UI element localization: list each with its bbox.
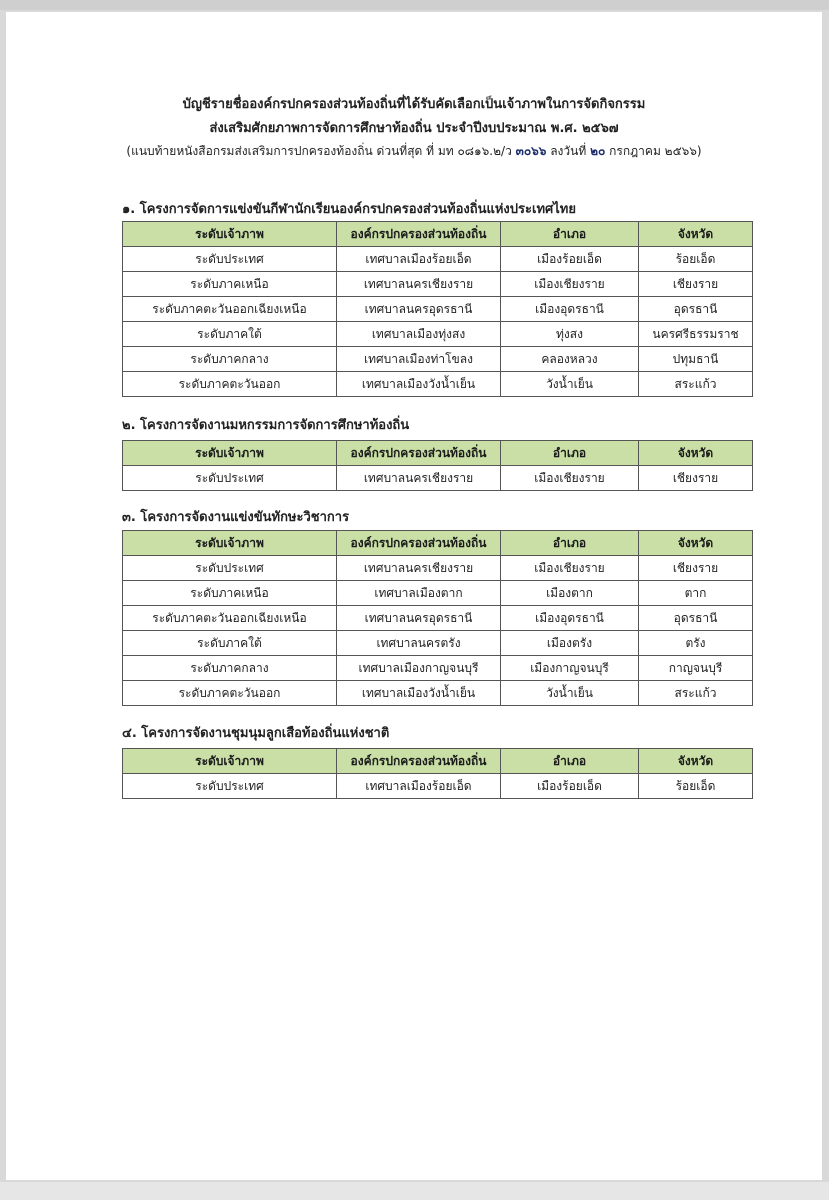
top-edge bbox=[0, 0, 829, 10]
cell-district: เมืองตรัง bbox=[501, 631, 639, 656]
section-4-table bbox=[122, 748, 753, 799]
table-header-row bbox=[123, 749, 753, 774]
cell-local-org: เทศบาลเมืองวังน้ำเย็น bbox=[337, 681, 501, 706]
reference-number: ๓๐๖๖ bbox=[515, 144, 547, 158]
header-district: อำเภอ bbox=[501, 222, 639, 247]
cell-district: เมืองตาก bbox=[501, 581, 639, 606]
cell-host-level: ระดับภาคกลาง bbox=[123, 656, 337, 681]
table-row bbox=[123, 681, 753, 706]
table-row bbox=[123, 372, 753, 397]
header-province: จังหวัด bbox=[639, 749, 753, 774]
cell-local-org: เทศบาลเมืองวังน้ำเย็น bbox=[337, 372, 501, 397]
cell-host-level: ระดับประเทศ bbox=[123, 247, 337, 272]
cell-local-org: เทศบาลนครเชียงราย bbox=[337, 556, 501, 581]
cell-district: เมืองเชียงราย bbox=[501, 466, 639, 491]
header-host-level: ระดับเจ้าภาพ bbox=[123, 222, 337, 247]
table-row bbox=[123, 656, 753, 681]
cell-district: วังน้ำเย็น bbox=[501, 372, 639, 397]
title-line-1: บัญชีรายชื่อองค์กรปกครองส่วนท้องถิ่นที่ได้รับคัดเลือกเป็นเจ้าภาพในการจัดกิจกรรม bbox=[182, 97, 646, 112]
bottom-edge bbox=[0, 1182, 829, 1200]
cell-province: ตาก bbox=[639, 581, 753, 606]
cell-province: อุดรธานี bbox=[639, 606, 753, 631]
cell-province: ตรัง bbox=[639, 631, 753, 656]
cell-district: เมืองเชียงราย bbox=[501, 272, 639, 297]
cell-district: เมืองเชียงราย bbox=[501, 556, 639, 581]
table-row bbox=[123, 347, 753, 372]
header-local-org: องค์กรปกครองส่วนท้องถิ่น bbox=[337, 441, 501, 466]
cell-province: สระแก้ว bbox=[639, 681, 753, 706]
cell-local-org: เทศบาลนครเชียงราย bbox=[337, 466, 501, 491]
reference-text-b: ลงวันที่ bbox=[546, 144, 591, 158]
table-row bbox=[123, 322, 753, 347]
table-row bbox=[123, 466, 753, 491]
cell-province: นครศรีธรรมราช bbox=[639, 322, 753, 347]
cell-host-level: ระดับภาคตะวันออกเฉียงเหนือ bbox=[123, 297, 337, 322]
cell-local-org: เทศบาลนครตรัง bbox=[337, 631, 501, 656]
table-row bbox=[123, 297, 753, 322]
cell-local-org: เทศบาลนครเชียงราย bbox=[337, 272, 501, 297]
cell-province: เชียงราย bbox=[639, 466, 753, 491]
header-host-level: ระดับเจ้าภาพ bbox=[123, 749, 337, 774]
header-district: อำเภอ bbox=[501, 749, 639, 774]
cell-district: เมืองกาญจนบุรี bbox=[501, 656, 639, 681]
header-province: จังหวัด bbox=[639, 441, 753, 466]
reference-text-a: (แนบท้ายหนังสือกรมส่งเสริมการปกครองท้องถิ่น ด่วนที่สุด ที่ มท ๐๘๑๖.๒/ว bbox=[126, 144, 516, 158]
table-row bbox=[123, 581, 753, 606]
cell-province: อุดรธานี bbox=[639, 297, 753, 322]
cell-host-level: ระดับประเทศ bbox=[123, 466, 337, 491]
cell-district: คลองหลวง bbox=[501, 347, 639, 372]
header-host-level: ระดับเจ้าภาพ bbox=[123, 531, 337, 556]
cell-province: ร้อยเอ็ด bbox=[639, 247, 753, 272]
document-title-block bbox=[6, 92, 822, 162]
header-province: จังหวัด bbox=[639, 531, 753, 556]
cell-province: กาญจนบุรี bbox=[639, 656, 753, 681]
header-local-org: องค์กรปกครองส่วนท้องถิ่น bbox=[337, 531, 501, 556]
cell-host-level: ระดับภาคตะวันออก bbox=[123, 681, 337, 706]
section-1-table bbox=[122, 221, 753, 397]
table-row bbox=[123, 556, 753, 581]
section-2-table bbox=[122, 440, 753, 491]
cell-local-org: เทศบาลเมืองร้อยเอ็ด bbox=[337, 774, 501, 799]
header-host-level: ระดับเจ้าภาพ bbox=[123, 441, 337, 466]
section-4-heading: ๔. โครงการจัดงานชุมนุมลูกเสือท้องถิ่นแห่งชาติ bbox=[122, 726, 390, 741]
header-district: อำเภอ bbox=[501, 441, 639, 466]
header-district: อำเภอ bbox=[501, 531, 639, 556]
cell-host-level: ระดับภาคกลาง bbox=[123, 347, 337, 372]
cell-district: เมืองร้อยเอ็ด bbox=[501, 247, 639, 272]
cell-local-org: เทศบาลเมืองทุ่งสง bbox=[337, 322, 501, 347]
table-row bbox=[123, 247, 753, 272]
header-province: จังหวัด bbox=[639, 222, 753, 247]
cell-local-org: เทศบาลเมืองตาก bbox=[337, 581, 501, 606]
table-row bbox=[123, 606, 753, 631]
cell-local-org: เทศบาลนครอุดรธานี bbox=[337, 606, 501, 631]
cell-host-level: ระดับประเทศ bbox=[123, 556, 337, 581]
header-local-org: องค์กรปกครองส่วนท้องถิ่น bbox=[337, 222, 501, 247]
section-3-table bbox=[122, 530, 753, 706]
table-row bbox=[123, 774, 753, 799]
header-local-org: องค์กรปกครองส่วนท้องถิ่น bbox=[337, 749, 501, 774]
cell-province: เชียงราย bbox=[639, 272, 753, 297]
reference-text-c: กรกฎาคม ๒๕๖๖) bbox=[605, 144, 702, 158]
document-page bbox=[6, 12, 822, 1180]
cell-host-level: ระดับภาคตะวันออกเฉียงเหนือ bbox=[123, 606, 337, 631]
cell-province: ร้อยเอ็ด bbox=[639, 774, 753, 799]
cell-district: เมืองอุดรธานี bbox=[501, 297, 639, 322]
section-3-heading: ๓. โครงการจัดงานแข่งขันทักษะวิชาการ bbox=[122, 510, 350, 525]
cell-host-level: ระดับภาคเหนือ bbox=[123, 581, 337, 606]
cell-province: เชียงราย bbox=[639, 556, 753, 581]
table-header-row bbox=[123, 222, 753, 247]
cell-local-org: เทศบาลเมืองกาญจนบุรี bbox=[337, 656, 501, 681]
title-line-2: ส่งเสริมศักยภาพการจัดการศึกษาท้องถิ่น ประจำปีงบประมาณ พ.ศ. ๒๕๖๗ bbox=[209, 121, 619, 136]
cell-host-level: ระดับภาคเหนือ bbox=[123, 272, 337, 297]
cell-host-level: ระดับภาคใต้ bbox=[123, 631, 337, 656]
cell-district: วังน้ำเย็น bbox=[501, 681, 639, 706]
cell-local-org: เทศบาลเมืองท่าโขลง bbox=[337, 347, 501, 372]
cell-province: สระแก้ว bbox=[639, 372, 753, 397]
cell-host-level: ระดับประเทศ bbox=[123, 774, 337, 799]
section-1-heading: ๑. โครงการจัดการแข่งขันกีฬานักเรียนองค์กรปกครองส่วนท้องถิ่นแห่งประเทศไทย bbox=[122, 202, 576, 217]
attachment-reference bbox=[6, 140, 822, 162]
section-2-heading: ๒. โครงการจัดงานมหกรรมการจัดการศึกษาท้องถิ่น bbox=[122, 418, 410, 433]
cell-host-level: ระดับภาคใต้ bbox=[123, 322, 337, 347]
cell-local-org: เทศบาลเมืองร้อยเอ็ด bbox=[337, 247, 501, 272]
cell-province: ปทุมธานี bbox=[639, 347, 753, 372]
cell-district: เมืองอุดรธานี bbox=[501, 606, 639, 631]
table-header-row bbox=[123, 441, 753, 466]
table-row bbox=[123, 272, 753, 297]
reference-day: ๒๐ bbox=[590, 144, 606, 158]
cell-local-org: เทศบาลนครอุดรธานี bbox=[337, 297, 501, 322]
cell-district: เมืองร้อยเอ็ด bbox=[501, 774, 639, 799]
cell-district: ทุ่งสง bbox=[501, 322, 639, 347]
table-header-row bbox=[123, 531, 753, 556]
cell-host-level: ระดับภาคตะวันออก bbox=[123, 372, 337, 397]
table-row bbox=[123, 631, 753, 656]
